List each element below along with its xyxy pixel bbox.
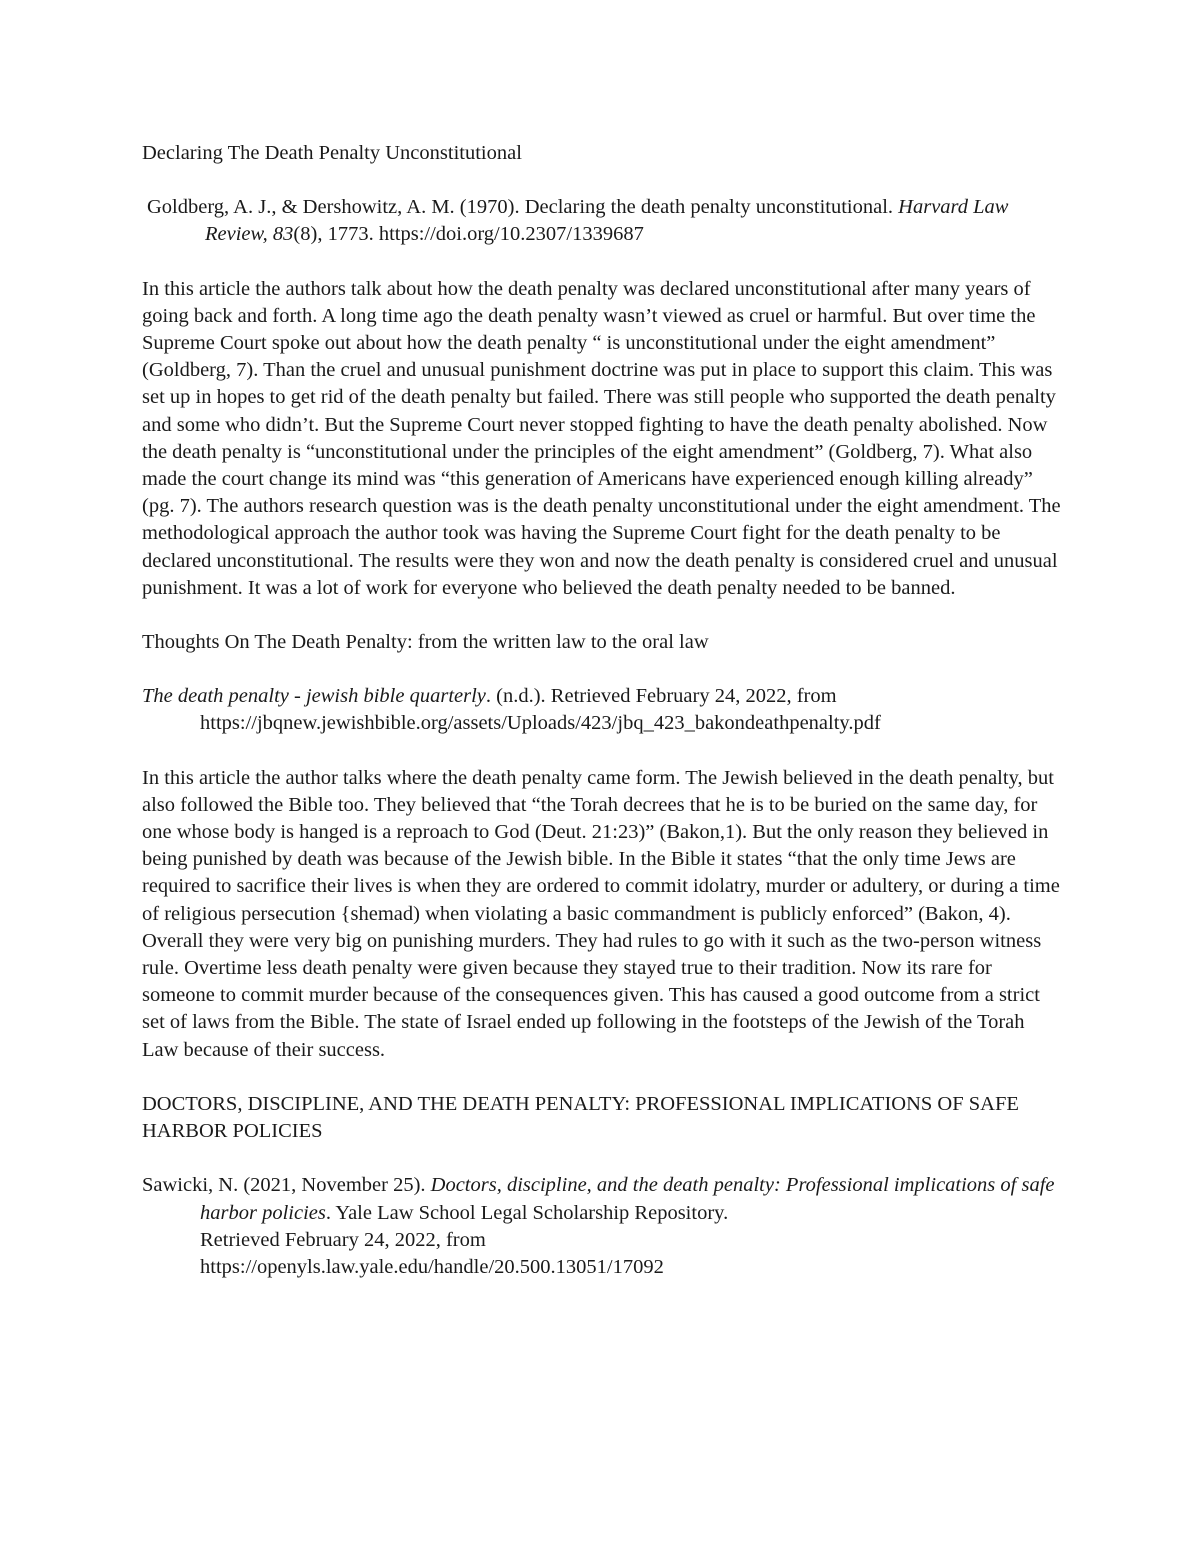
citation-2 <box>142 683 1062 737</box>
document-body <box>142 140 1062 1308</box>
section-heading-3: DOCTORS, DISCIPLINE, AND THE DEATH PENALTY: PROFESSIONAL IMPLICATIONS OF SAFE HARBOR POLICIES <box>142 1092 1019 1143</box>
citation-3-url: https://openyls.law.yale.edu/handle/20.500.13051/17092 <box>200 1255 664 1278</box>
citation-2-rest: . (n.d.). Retrieved February 24, 2022, from https://jbqnew.jewishbible.org/assets/Uploads/423/jbq_423_bakondeathpenalty.pdf <box>200 685 881 735</box>
summary-2: In this article the author talks where the death penalty came form. The Jewish believed in the death penalty, but also followed the Bible too. They believed that “the Torah decrees that he is to be buried on the same day, for one whose body is hanged is a reproach to God (Deut. 21:23)” (Bakon,1). But the only reason they believed in being punished by death was because of the Jewish bible. In the Bible it states “that the only time Jews are required to sacrifice their lives is when they are ordered to commit idolatry, murder or adultery, or during a time of religious persecution {shemad) when violating a basic commandment is publicly enforced” (Bakon, 4). Overall they were very big on punishing murders. They had rules to go with it such as the two-person witness rule. Overtime less death penalty were given because they stayed true to their tradition. Now its rare for someone to commit murder because of the consequences given. This has caused a good outcome from a strict set of laws from the Bible. The state of Israel ended up following in the footsteps of the Jewish of the Torah Law because of their success. <box>142 766 1060 1061</box>
citation-3-title: Doctors, discipline, and the death penalty: Professional implications of safe harbor policies <box>200 1174 1055 1224</box>
citation-1-issue: (8), 1773. https://doi.org/10.2307/1339687 <box>293 223 644 246</box>
citation-3-authors: Sawicki, N. (2021, November 25). <box>142 1174 431 1197</box>
citation-1 <box>147 194 1062 248</box>
citation-1-journal: Harvard Law Review, 83 <box>205 196 1009 246</box>
section-heading-2: Thoughts On The Death Penalty: from the written law to the oral law <box>142 631 709 654</box>
citation-3-retrieved: Retrieved February 24, 2022, from <box>200 1228 486 1251</box>
citation-3-line2: . Yale Law School Legal Scholarship Repository. <box>325 1201 729 1224</box>
citation-2-title: The death penalty - jewish bible quarterly <box>142 685 486 708</box>
citation-3 <box>142 1172 1062 1281</box>
summary-1: In this article the authors talk about how the death penalty was declared unconstitutional after many years of going back and forth. A long time ago the death penalty wasn’t viewed as cruel or harmful. But over time the Supreme Court spoke out about how the death penalty “ is unconstitutional under the eight amendment” (Goldberg, 7). Than the cruel and unusual punishment doctrine was put in place to support this claim. This was set up in hopes to get rid of the death penalty but failed. There was still people who supported the death penalty and some who didn’t. But the Supreme Court never stopped fighting to have the death penalty abolished. Now the death penalty is “unconstitutional under the principles of the eight amendment” (Goldberg, 7). What also made the court change its mind was “this generation of Americans have experienced enough killing already” (pg. 7). The authors research question was is the death penalty unconstitutional under the eight amendment. The methodological approach the author took was having the Supreme Court fight for the death penalty to be declared unconstitutional. The results were they won and now the death penalty is considered cruel and unusual punishment. It was a lot of work for everyone who believed the death penalty needed to be banned. <box>142 277 1061 599</box>
section-heading-1: Declaring The Death Penalty Unconstitutional <box>142 142 522 164</box>
citation-1-authors: Goldberg, A. J., & Dershowitz, A. M. (1970). Declaring the death penalty unconstitutional. <box>147 196 899 219</box>
